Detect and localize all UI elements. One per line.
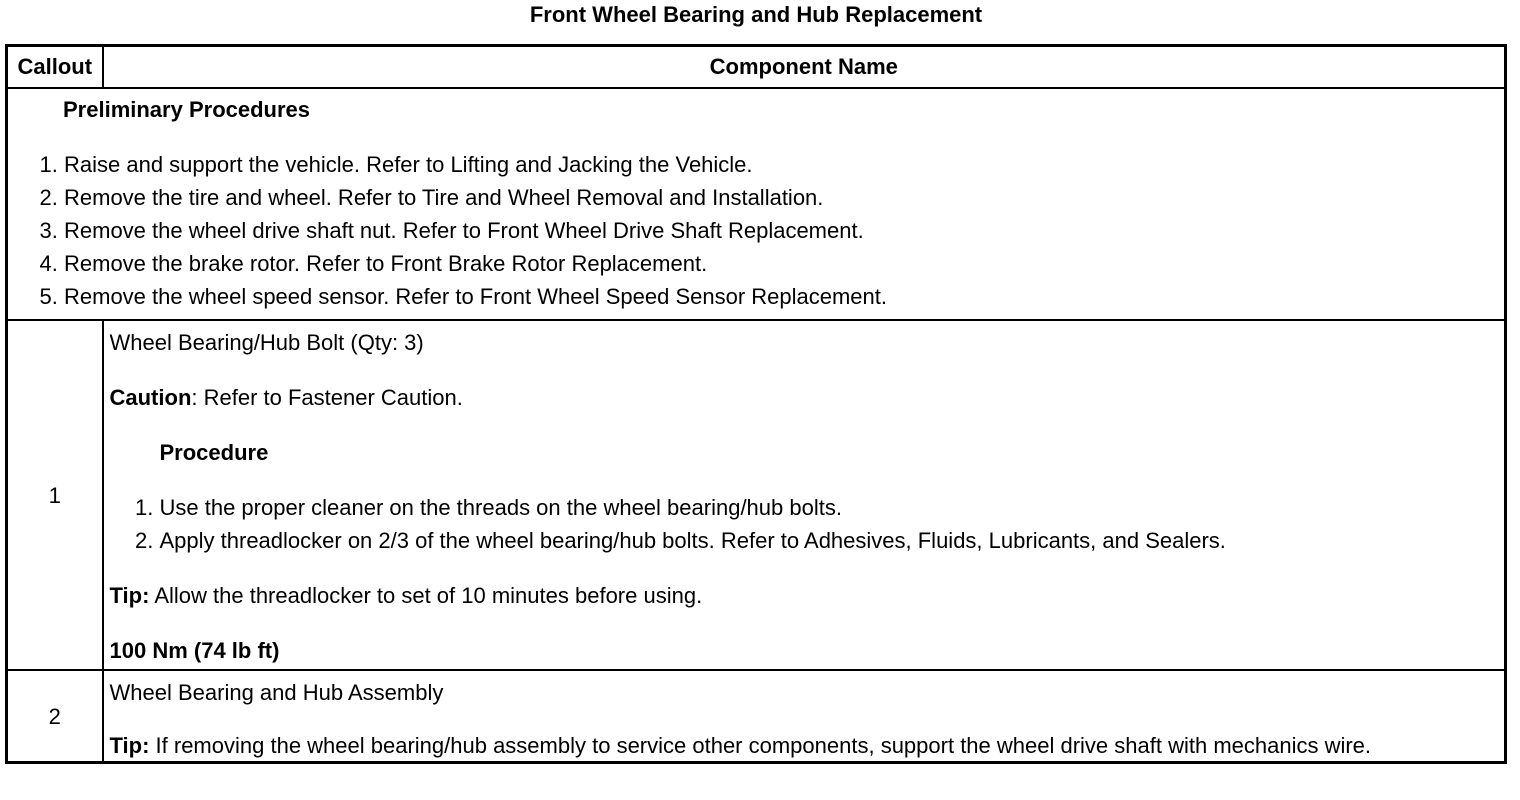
callout-number: 1 — [7, 320, 103, 670]
header-component-name: Component Name — [103, 46, 1506, 89]
preliminary-heading: Preliminary Procedures — [63, 97, 311, 122]
tip-label: Tip: — [109, 583, 150, 608]
list-item: 2. Apply threadlocker on 2/3 of the wheel bearing/hub bolts. Refer to Adhesives, Fluids, Lubricants, and Sealers. — [160, 524, 1499, 557]
document-title: Front Wheel Bearing and Hub Replacement — [529, 2, 983, 27]
list-item: 1. Use the proper cleaner on the threads on the wheel bearing/hub bolts. — [160, 491, 1499, 524]
table-header-row — [7, 46, 1506, 89]
procedure-table — [5, 44, 1507, 764]
list-item: 1. Raise and support the vehicle. Refer to Lifting and Jacking the Vehicle. — [64, 148, 1504, 181]
list-item: 2. Remove the tire and wheel. Refer to Tire and Wheel Removal and Installation. — [64, 181, 1504, 214]
table-row — [7, 320, 1506, 670]
caution-note — [110, 381, 1499, 414]
callout-number: 2 — [7, 670, 103, 763]
preliminary-row — [7, 88, 1506, 320]
tip-text: Allow the threadlocker to set of 10 minutes before using. — [149, 583, 703, 608]
component-cell — [103, 670, 1506, 763]
component-name: Wheel Bearing and Hub Assembly — [109, 680, 444, 705]
list-item: 5. Remove the wheel speed sensor. Refer to Front Wheel Speed Sensor Replacement. — [64, 280, 1504, 313]
tip-note — [110, 731, 1499, 761]
tip-note — [110, 579, 1499, 612]
procedure-steps — [110, 491, 1499, 557]
header-callout: Callout — [7, 46, 103, 89]
tip-text: If removing the wheel bearing/hub assembly to service other components, support the wheel drive shaft with mechanics wire. — [149, 733, 1372, 758]
caution-label: Caution — [109, 385, 192, 410]
table-row — [7, 670, 1506, 763]
component-cell — [103, 320, 1506, 670]
torque-spec: 100 Nm (74 lb ft) — [109, 638, 280, 663]
list-item: 4. Remove the brake rotor. Refer to Front Brake Rotor Replacement. — [64, 247, 1504, 280]
caution-text: : Refer to Fastener Caution. — [191, 385, 463, 410]
component-name: Wheel Bearing/Hub Bolt (Qty: 3) — [109, 330, 424, 355]
preliminary-steps — [8, 148, 1504, 313]
procedure-heading: Procedure — [159, 440, 269, 465]
tip-label: Tip: — [109, 733, 150, 758]
list-item: 3. Remove the wheel drive shaft nut. Refer to Front Wheel Drive Shaft Replacement. — [64, 214, 1504, 247]
